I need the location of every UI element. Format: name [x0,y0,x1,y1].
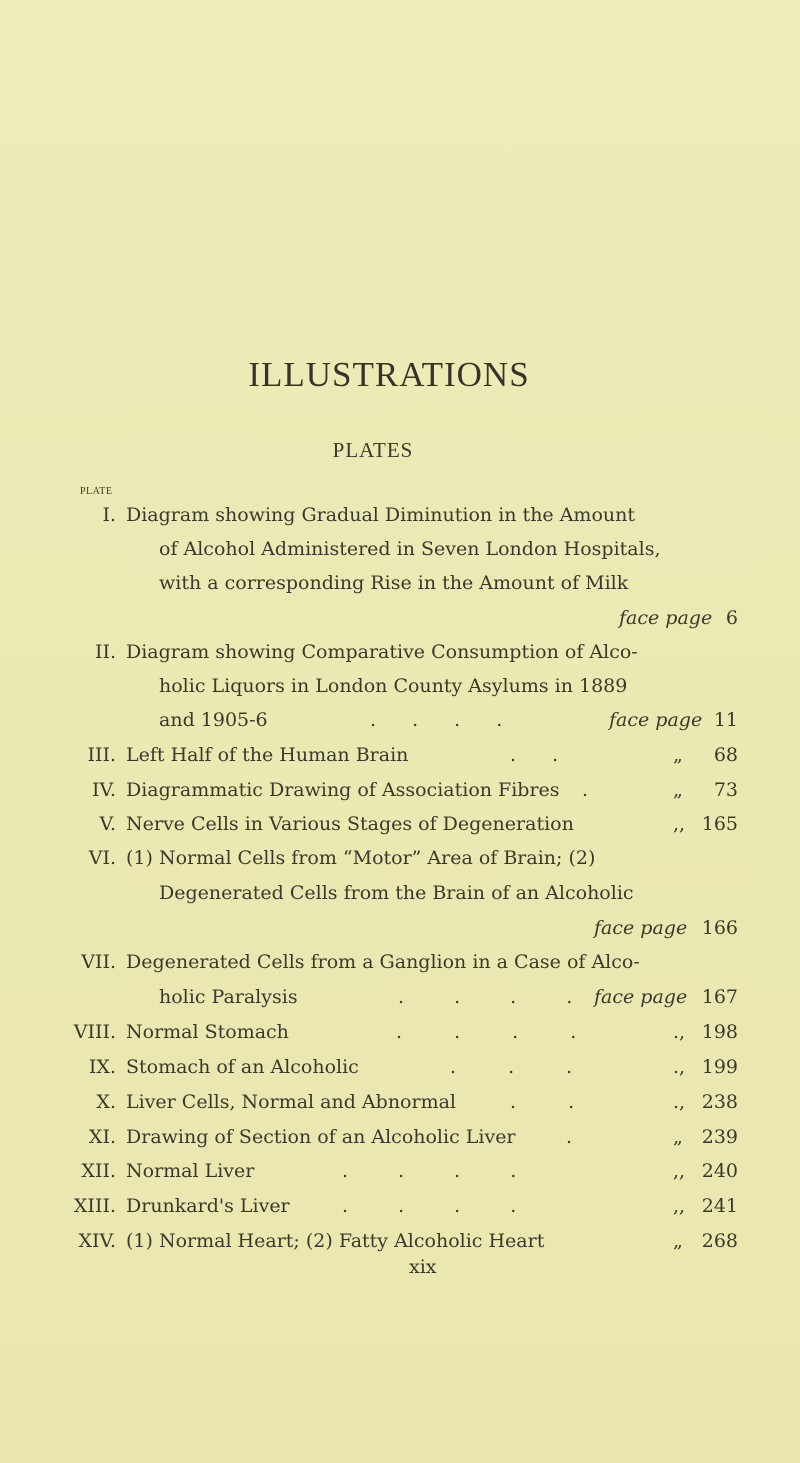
plate-title: (1) Normal Heart; (2) Fatty Alcoholic Heart [126,1230,545,1252]
list-item [0,1189,800,1223]
list-item [0,1224,800,1258]
face-page-label: face page [594,917,688,939]
plate-title: Degenerated Cells from a Ganglion in a Case of Alco- [126,951,640,973]
plate-title: Drawing of Section of an Alcoholic Liver [126,1126,516,1148]
list-item [0,841,800,875]
page-number: 167 [701,986,738,1008]
list-item [0,807,800,841]
dot-leader: . [566,1126,573,1148]
dot-leader: . . . . [342,1195,517,1217]
ditto-mark: ., [673,1021,686,1043]
page-number: 239 [701,1126,738,1148]
plate-title: Diagram showing Comparative Consumption of Alco- [126,641,638,663]
list-item [0,1015,800,1049]
plate-title-continued: of Alcohol Administered in Seven London Hospitals, [159,538,661,560]
plate-numeral: I. [102,504,116,526]
plate-title-continued: Degenerated Cells from the Brain of an Alcoholic [159,882,634,904]
plate-title: Drunkard's Liver [126,1195,290,1217]
dot-leader: . . . . [398,986,573,1008]
list-item [0,498,800,532]
page-number: 238 [701,1091,738,1113]
dot-leader: . . . . [370,709,503,731]
ditto-mark: „ [673,1230,683,1252]
page-number: 241 [701,1195,738,1217]
plate-numeral: XII. [81,1160,116,1182]
plate-title-continued: and 1905-6 [159,709,268,731]
page-number: 11 [713,709,738,731]
plate-numeral: IV. [92,779,116,801]
plate-title: Normal Liver [126,1160,255,1182]
page-number: 68 [713,744,738,766]
plate-numeral: XI. [88,1126,116,1148]
ditto-mark: ,, [673,813,686,835]
ditto-mark: ,, [673,1195,686,1217]
page-number: 166 [701,917,738,939]
plate-title: Normal Stomach [126,1021,289,1043]
plate-numeral: II. [94,641,116,663]
page-number: 6 [725,607,738,629]
plate-title: Stomach of an Alcoholic [126,1056,359,1078]
ditto-mark: ,, [673,1160,686,1182]
page-number: 240 [701,1160,738,1182]
page-folio: xix [409,1256,437,1278]
plate-numeral: V. [99,813,116,835]
dot-leader: . . [510,744,559,766]
ditto-mark: „ [673,744,683,766]
plate-numeral: VII. [81,951,116,973]
page-number: 165 [701,813,738,835]
plate-column-label: PLATE [80,486,113,497]
dot-leader: . . . . [342,1160,517,1182]
plate-numeral: X. [96,1091,116,1113]
list-item [0,1154,800,1188]
plate-numeral: VIII. [73,1021,116,1043]
list-item [0,1120,800,1154]
plate-title-continued: holic Paralysis [159,986,298,1008]
dot-leader: . [582,779,589,801]
ditto-mark: „ [673,779,683,801]
list-item [0,773,800,807]
face-page-label: face page [594,986,688,1008]
list-item [0,1085,800,1119]
dot-leader: . . . . [396,1021,577,1043]
plate-title: (1) Normal Cells from “Motor” Area of Brain; (2) [126,847,596,869]
face-page-label: face page [609,709,703,731]
plate-numeral: III. [87,744,116,766]
list-item [0,1050,800,1084]
plate-title: Diagrammatic Drawing of Association Fibres [126,779,560,801]
plate-numeral: IX. [88,1056,116,1078]
plate-title-continued: with a corresponding Rise in the Amount of Milk [159,572,629,594]
page-title: ILLUSTRATIONS [248,355,530,394]
ditto-mark: ., [673,1056,686,1078]
face-page-label: face page [619,607,713,629]
plate-numeral: VI. [88,847,116,869]
plate-title: Liver Cells, Normal and Abnormal [126,1091,456,1113]
plate-title: Left Half of the Human Brain [126,744,409,766]
plate-title: Nerve Cells in Various Stages of Degeneration [126,813,574,835]
plate-title-continued: holic Liquors in London County Asylums in 1889 [159,675,628,697]
page-number: 199 [701,1056,738,1078]
list-item [0,635,800,669]
list-item [0,738,800,772]
list-item [0,945,800,979]
plate-numeral: XIV. [78,1230,116,1252]
page-number: 198 [701,1021,738,1043]
page-number: 268 [701,1230,738,1252]
dot-leader: . . . [450,1056,573,1078]
dot-leader: . . [510,1091,575,1113]
ditto-mark: „ [673,1126,683,1148]
ditto-mark: ., [673,1091,686,1113]
plate-numeral: XIII. [73,1195,116,1217]
section-heading: PLATES [332,438,414,462]
plate-title: Diagram showing Gradual Diminution in the Amount [126,504,636,526]
page-number: 73 [713,779,738,801]
